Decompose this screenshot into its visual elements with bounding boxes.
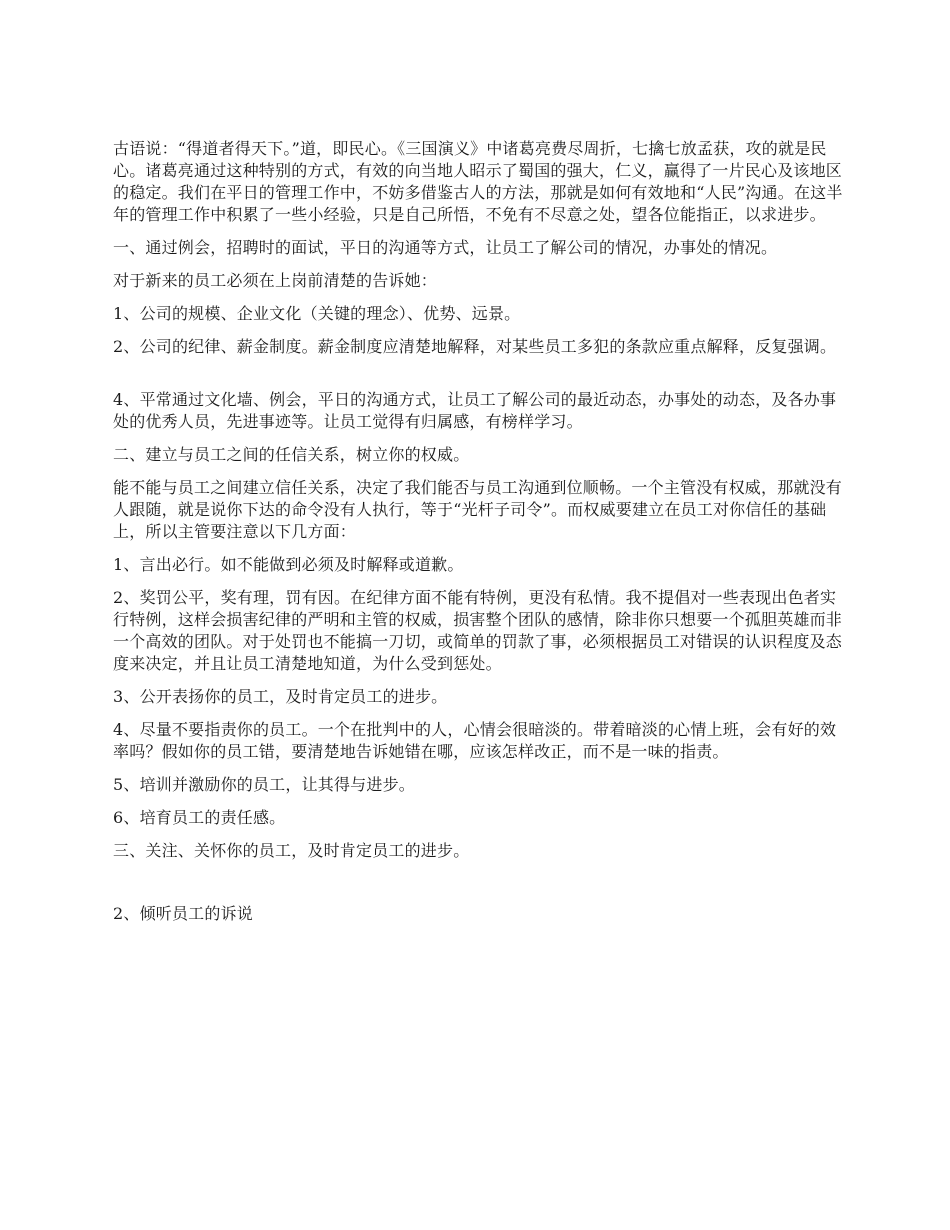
- list-item: 3、公开表扬你的员工，及时肯定员工的进步。: [113, 687, 448, 706]
- list-item: 1、言出必行。如不能做到必须及时解释或道歉。: [113, 555, 464, 574]
- blank-gap: [113, 873, 843, 903]
- list-item: 2、奖罚公平，奖有理，罚有因。在纪律方面不能有特例，更没有私情。我不提倡对一些表现出色者实行特例，这样会损害纪律的严明和主管的权威，损害整个团队的感情，除非你只想要一个孤胆英雄而非一个高效的团队。对于处罚也不能搞一刀切，或简单的罚款了事，必须根据员工对错误的认识程度及态度来决定，并且让员工清楚地知道，为什么受到惩处。: [113, 588, 843, 673]
- list-item: 2、倾听员工的诉说: [113, 904, 253, 923]
- list-item: 5、培训并激励你的员工，让其得与进步。: [113, 775, 415, 794]
- section-one-heading: 一、通过例会，招聘时的面试，平日的沟通等方式，让员工了解公司的情况，办事处的情况。: [113, 238, 778, 257]
- new-staff-paragraph: 对于新来的员工必须在上岗前清楚的告诉她：: [113, 271, 438, 290]
- blank-gap: [113, 369, 843, 389]
- trust-paragraph: 能不能与员工之间建立信任关系，决定了我们能否与员工沟通到位顺畅。一个主管没有权威，那就没有人跟随，就是说你下达的命令没有人执行，等于“光杆子司令”。而权威要建立在员工对你信任的基础上，所以主管要注意以下几方面：: [113, 478, 843, 541]
- list-item: 6、培育员工的责任感。: [113, 808, 286, 827]
- section-three-heading: 三、关注、关怀你的员工，及时肯定员工的进步。: [113, 841, 470, 860]
- list-item: 4、尽量不要指责你的员工。一个在批判中的人，心情会很暗淡的。带着暗淡的心情上班，会有好的效率吗？假如你的员工错，要清楚地告诉她错在哪，应该怎样改正，而不是一味的指责。: [113, 720, 837, 761]
- list-item: 2、公司的纪律、薪金制度。薪金制度应清楚地解释，对某些员工多犯的条款应重点解释，反复强调。: [113, 337, 837, 356]
- intro-paragraph: 古语说：“得道者得天下。”道，即民心。《三国演义》中诸葛亮费尽周折，七擒七放孟获，攻的就是民心。诸葛亮通过这种特别的方式，有效的向当地人昭示了蜀国的强大，仁义，赢得了一片民心及该地区的稳定。我们在平日的管理工作中，不妨多借鉴古人的方法，那就是如何有效地和“人民”沟通。在这半年的管理工作中积累了一些小经验，只是自己所悟，不免有不尽意之处，望各位能指正，以求进步。: [113, 139, 843, 224]
- list-item: 1、公司的规模、企业文化（关键的理念）、优势、远景。: [113, 304, 521, 323]
- list-item: 4、平常通过文化墙、例会，平日的沟通方式，让员工了解公司的最近动态，办事处的动态，及各办事处的优秀人员，先进事迹等。让员工觉得有归属感，有榜样学习。: [113, 390, 837, 431]
- section-two-heading: 二、建立与员工之间的任信关系，树立你的权威。: [113, 445, 470, 464]
- document-body: [113, 138, 843, 936]
